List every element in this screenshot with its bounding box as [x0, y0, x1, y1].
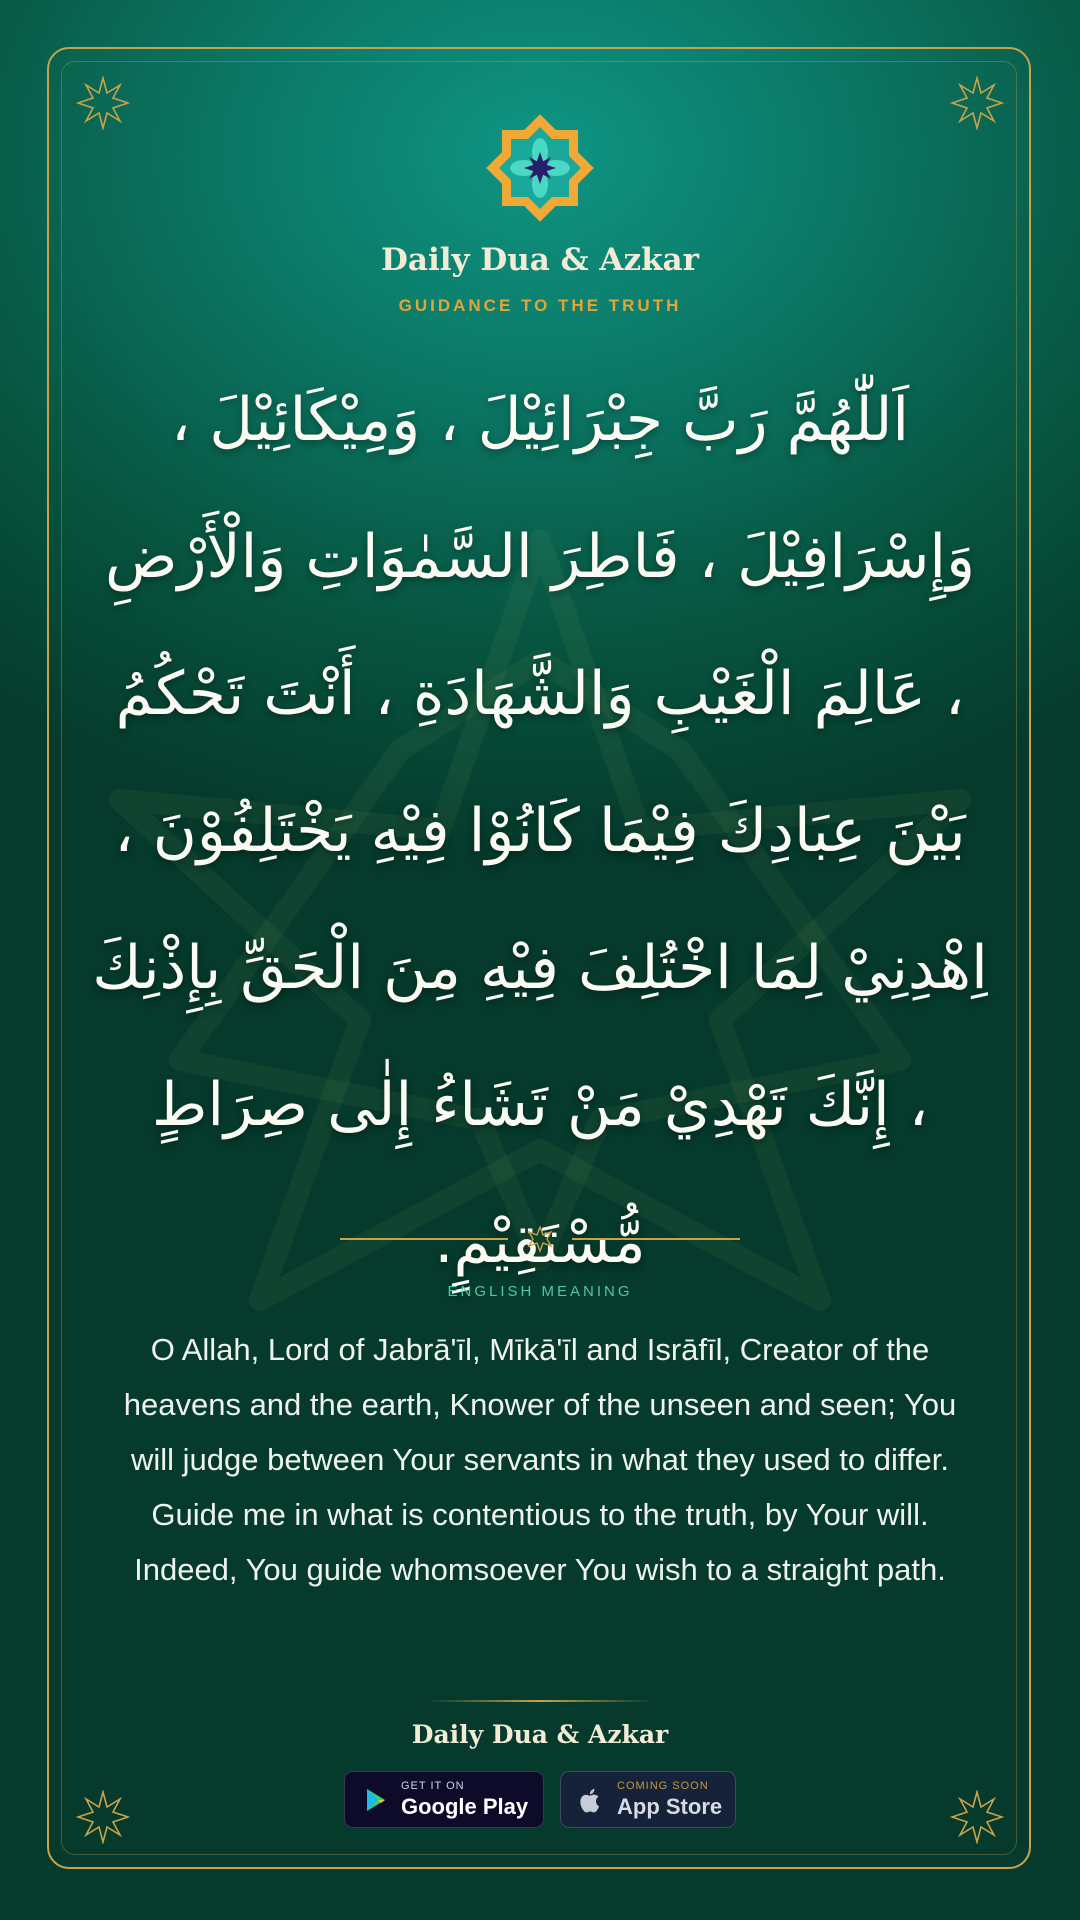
google-play-button[interactable]: [344, 1771, 544, 1828]
corner-star-icon: [950, 1790, 1004, 1844]
app-logo-icon: [480, 108, 600, 228]
apple-icon: [579, 1787, 605, 1813]
corner-star-icon: [76, 76, 130, 130]
footer-divider: [425, 1700, 655, 1702]
ornament-divider: [340, 1225, 740, 1253]
google-play-small-text: GET IT ON: [401, 1780, 465, 1792]
google-play-icon: [363, 1787, 389, 1813]
english-meaning-text: O Allah, Lord of Jabrā'īl, Mīkā'īl and Isrāfīl, Creator of the heavens and the earth, Knower of the unseen and seen; You will judge between Your servants in what they used to differ. Guide me in what is contentious to the truth, by Your will. Indeed, You guide whomsoever You wish to a straight path.: [123, 1332, 957, 1587]
app-tagline: GUIDANCE TO THE TRUTH: [398, 296, 682, 315]
app-store-small-text: COMING SOON: [617, 1780, 709, 1792]
app-store-label: App Store: [617, 1794, 723, 1819]
dua-arabic-text: اَللّٰهُمَّ رَبَّ جِبْرَائِيْلَ ، وَمِيْكَائِيْلَ ، وَإِسْرَافِيْلَ ، فَاطِرَ السَّمٰوَاتِ وَالْأَرْضِ ، عَالِمَ الْغَيْبِ وَالشَّهَادَةِ ، أَنْتَ تَحْكُمُ بَيْنَ عِبَادِكَ فِيْمَا كَانُوْا فِيْهِ يَخْتَلِفُوْنَ ، اِهْدِنِيْ لِمَا اخْتُلِفَ فِيْهِ مِنَ الْحَقِّ بِإِذْنِكَ ، إِنَّكَ تَهْدِيْ مَنْ تَشَاءُ إِلٰى صِرَاطٍ مُّسْتَقِيْمٍ.: [92, 385, 988, 1277]
google-play-label: Google Play: [401, 1794, 529, 1819]
english-meaning-label: ENGLISH MEANING: [447, 1283, 633, 1300]
footer-app-title: Daily Dua & Azkar: [411, 1720, 669, 1749]
app-title: Daily Dua & Azkar: [381, 242, 699, 278]
app-store-button[interactable]: [560, 1771, 736, 1828]
corner-star-icon: [76, 1790, 130, 1844]
corner-star-icon: [950, 76, 1004, 130]
